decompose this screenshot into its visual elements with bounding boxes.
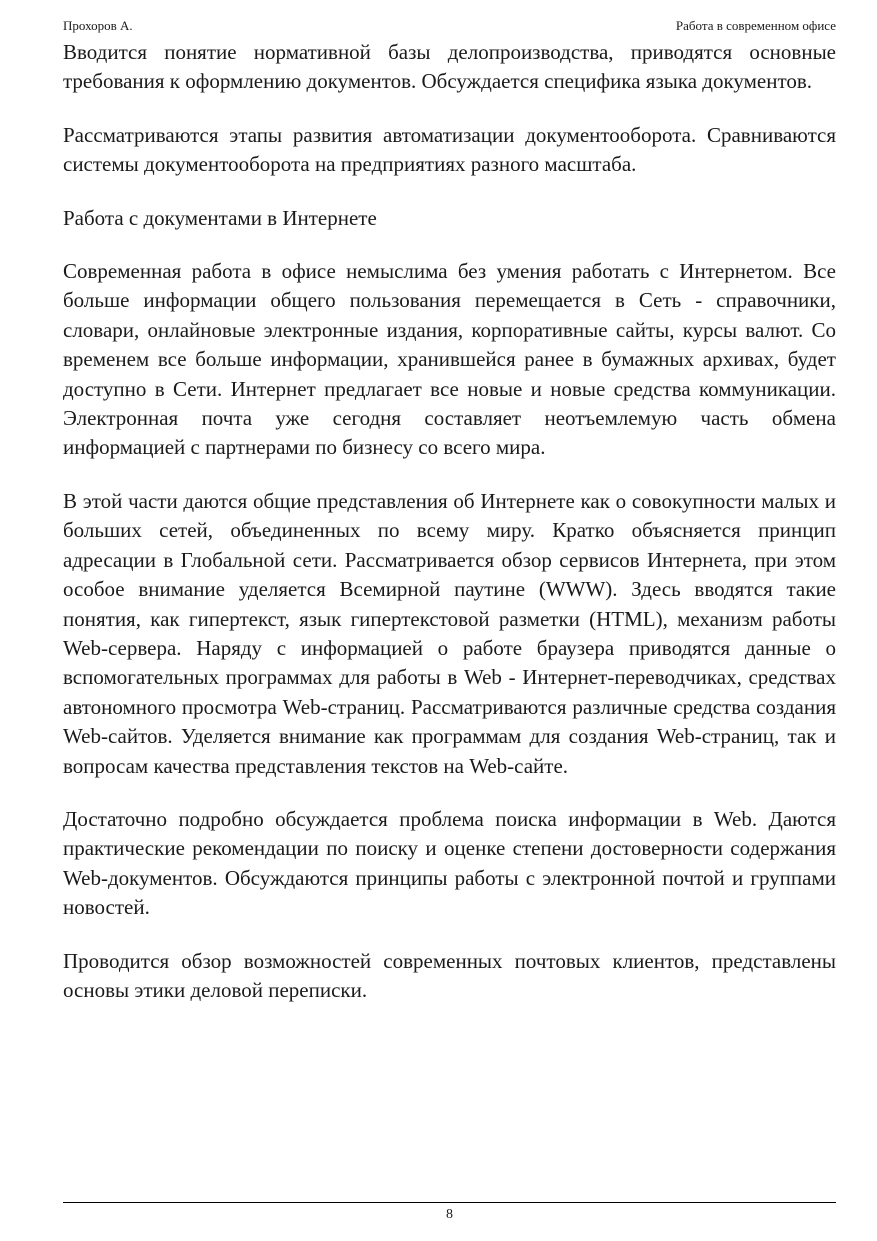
paragraph-internet-overview: В этой части даются общие представления об Интернете как о совокупности малых и больших сетей, объединенных по всему миру. Кратко объясняется принцип адресации в Глобальной сети. Рассматривается обзор сервисов Интернета, при этом особое внимание уделяется Всемирной паутине (WWW). Здесь вводятся такие понятия, как гипертекст, язык гипертекстовой разметки (HTML), механизм работы Web-сервера. Наряду с информацией о работе браузера приводятся данные о вспомогательных программах для работы в Web - Интернет-переводчиках, средствах автономного просмотра Web-страниц. Рассматриваются различные средства создания Web-сайтов. Уделяется внимание как программам для создания Web-страниц, так и вопросам качества представления текстов на Web-сайте. — [63, 488, 836, 778]
paragraph-modern-office-internet: Современная работа в офисе немыслима без умения работать с Интернетом. Все больше информации общего пользования перемещается в Сеть - справочники, словари, онлайновые электронные издания, корпоративные сайты, курсы валют. Со временем все больше информации, хранившейся ранее в бумажных архивах, будет доступно в Сети. Интернет предлагает все новые и новые средства коммуникации. Электронная почта уже сегодня составляет неотъемлемую часть обмена информацией с партнерами по бизнесу со всего мира. — [63, 259, 836, 460]
page-header — [63, 16, 836, 36]
section-heading-internet-documents: Работа с документами в Интернете — [63, 205, 377, 230]
paragraph-automation-stages: Рассматриваются этапы развития автоматизации документооборота. Сравниваются системы документооборота на предприятиях разного масштаба. — [63, 122, 836, 177]
header-author: Прохоров А. — [63, 18, 133, 33]
paragraph-mail-clients: Проводится обзор возможностей современных почтовых клиентов, представлены основы этики деловой переписки. — [63, 948, 836, 1002]
page-number: 8 — [446, 1207, 453, 1222]
paragraph-document-norms: Вводится понятие нормативной базы делопроизводства, приводятся основные требования к оформлению документов. Обсуждается специфика языка документов. — [63, 40, 836, 94]
footer-divider — [63, 1202, 836, 1203]
document-body — [63, 38, 836, 1029]
header-title: Работа в современном офисе — [675, 18, 836, 33]
paragraph-web-search: Достаточно подробно обсуждается проблема поиска информации в Web. Даются практические рекомендации по поиску и оценке степени достоверности содержания Web-документов. Обсуждаются принципы работы с электронной почтой и группами новостей. — [63, 806, 836, 920]
